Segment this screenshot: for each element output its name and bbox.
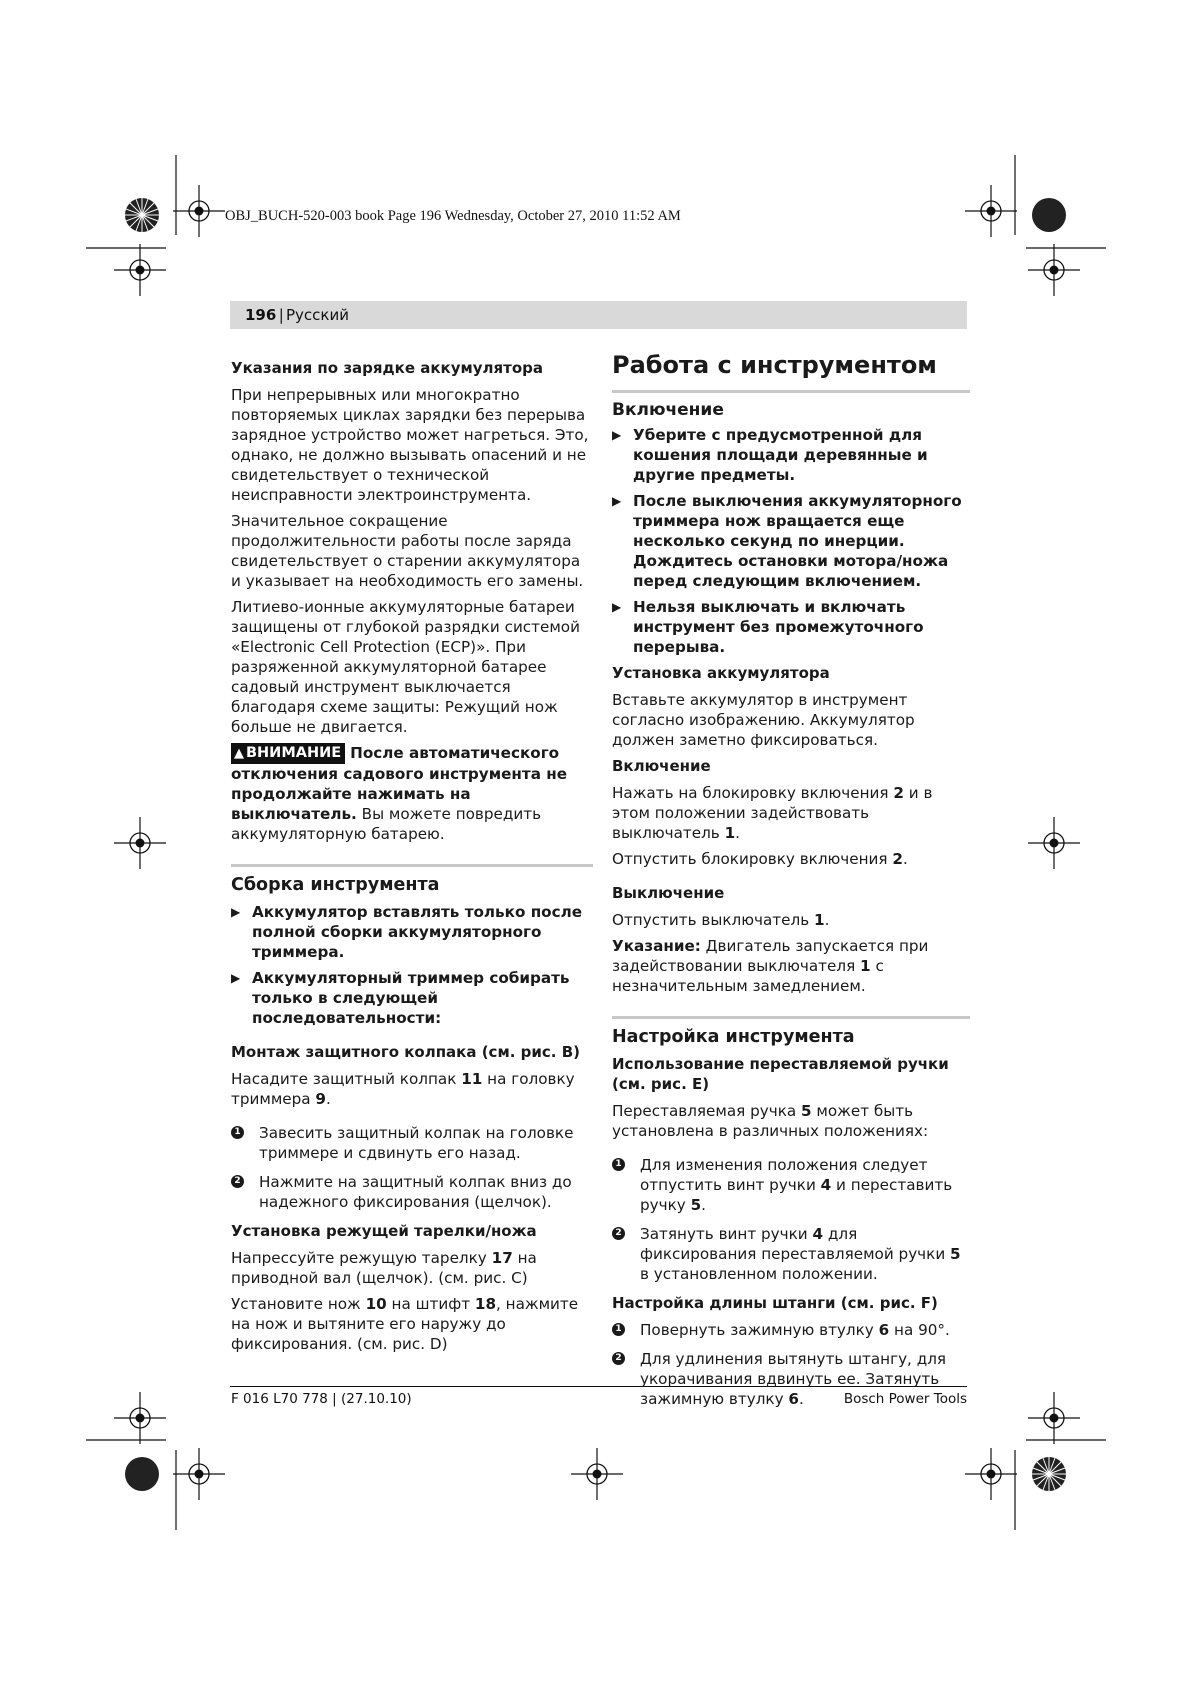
print-slug: OBJ_BUCH-520-003 book Page 196 Wednesday, October 27, 2010 11:52 AM [225, 208, 681, 224]
guard-heading: Монтаж защитного колпака (см. рис. B) [231, 1043, 580, 1061]
registration-cross-icon [173, 1448, 225, 1500]
registration-cross-icon [571, 1448, 623, 1500]
battery-paragraph: Вставьте аккумулятор в инструмент согласно изображению. Аккумулятор должен заметно фиксироваться. [612, 691, 915, 749]
warning-bold-text: После автоматического отключения садового инструмента не продолжайте нажимать на выключатель. [231, 744, 568, 823]
charging-paragraph: Литиево-ионные аккумуляторные батареи защищены от глубокой разрядки системой «Electronic Cell Protection (ECP)». При разряженной аккумуляторной батарее садовый инструмент выключается благодаря схеме защиты: Режущий нож больше не двигается. [231, 598, 580, 736]
left-column [231, 358, 593, 1360]
assembly-heading: Сборка инструмента [231, 864, 593, 896]
list-item: 1 Для изменения положения следует отпустить винт ручки 4 и переставить ручку 5. [612, 1155, 970, 1215]
header-separator: | [274, 306, 289, 324]
bullet-triangle-icon: ▶ [612, 600, 622, 614]
step-2-icon: 2 [612, 1227, 625, 1240]
footer-brand: Bosch Power Tools [843, 1391, 967, 1407]
bullet-triangle-icon: ▶ [612, 428, 622, 442]
list-item: 2 Для удлинения вытянуть штангу, для укорачивания вдвинуть ее. Затянуть зажимную втулку 6. [612, 1349, 970, 1409]
switch-on-heading: Включение [612, 757, 711, 775]
step-1-icon: 1 [612, 1158, 625, 1171]
bullet-triangle-icon: ▶ [231, 971, 241, 985]
battery-heading: Установка аккумулятора [612, 664, 830, 682]
guard-paragraph: Насадите защитный колпак 11 на головку триммера 9. [231, 1070, 575, 1108]
registration-cross-icon [114, 1392, 166, 1444]
charging-paragraph: Значительное сокращение продолжительности работы после заряда свидетельствует о старении аккумулятора и указывает на необходимость его замены. [231, 512, 584, 590]
registration-cross-icon [114, 817, 166, 869]
list-item: 1 Повернуть зажимную втулку 6 на 90°. [612, 1320, 970, 1340]
registration-cross-icon [965, 1448, 1017, 1500]
switch-off-heading: Выключение [612, 884, 725, 902]
step-2-icon: 2 [231, 1175, 244, 1188]
registration-dot-icon [1032, 198, 1066, 232]
page-header [230, 301, 967, 329]
disc-paragraph: Напрессуйте режущую тарелку 17 на приводной вал (щелчок). (см. рис. C) [231, 1249, 537, 1287]
list-item: ▶ Аккумулятор вставлять только после полной сборки аккумуляторного триммера. [231, 903, 583, 961]
charging-paragraph: При непрерывных или многократно повторяемых циклах зарядки без перерыва зарядное устройство может нагреться. Это, однако, не должно вызывать опасений и не свидетельствует о технической неисправности электроинструмента. [231, 386, 589, 504]
warning-badge [231, 743, 345, 764]
registration-star-icon [125, 198, 159, 232]
registration-cross-icon [173, 185, 225, 237]
registration-dot-icon [125, 1457, 159, 1491]
disc-heading: Установка режущей тарелки/ножа [231, 1222, 537, 1240]
disc-paragraph: Установите нож 10 на штифт 18, нажмите на нож и вытяните его наружу до фиксирования. (см. рис. D) [231, 1295, 579, 1353]
footer-rule [230, 1386, 967, 1387]
registration-cross-icon [965, 185, 1017, 237]
list-item: ▶ Нельзя выключать и включать инструмент без промежуточного перерыва. [612, 598, 924, 656]
step-1-icon: 1 [612, 1323, 625, 1336]
switch-on-paragraph: Нажать на блокировку включения 2 и в этом положении задействовать выключатель 1. [612, 784, 933, 842]
right-column [612, 350, 970, 1418]
adjust-heading: Настройка инструмента [612, 1016, 970, 1048]
page-number: 196 [245, 306, 277, 324]
shaft-heading: Настройка длины штанги (см. рис. F) [612, 1294, 938, 1312]
registration-cross-icon [1028, 1392, 1080, 1444]
header-language: Русский [286, 306, 349, 324]
handle-paragraph: Переставляемая ручка 5 может быть установлена в различных положениях: [612, 1102, 929, 1140]
warning-label: ВНИМАНИЕ [246, 745, 342, 761]
note-paragraph: Указание: Двигатель запускается при задействовании выключателя 1 с незначительным замедлением. [612, 937, 929, 995]
registration-star-icon [1032, 1457, 1066, 1491]
step-2-icon: 2 [612, 1352, 625, 1365]
list-item: 2 Затянуть винт ручки 4 для фиксирования переставляемой ручки 5 в установленном положении. [612, 1224, 970, 1284]
list-item: 2 Нажмите на защитный колпак вниз до надежного фиксирования (щелчок). [231, 1172, 593, 1212]
warning-text: Вы можете повредить аккумуляторную батарею. [231, 805, 542, 843]
switch-off-paragraph: Отпустить выключатель 1. [612, 911, 830, 929]
list-item: ▶ Аккумуляторный триммер собирать только в следующей последовательности: [231, 969, 570, 1027]
registration-cross-icon [114, 244, 166, 296]
list-item: 1 Завесить защитный колпак на головке триммере и сдвинуть его назад. [231, 1123, 593, 1163]
step-1-icon: 1 [231, 1126, 244, 1139]
registration-cross-icon [1028, 244, 1080, 296]
warning-block [231, 743, 593, 844]
on-heading: Включение [612, 400, 724, 420]
main-heading: Работа с инструментом [612, 350, 970, 393]
bullet-triangle-icon: ▶ [231, 905, 241, 919]
warning-triangle-icon: ▲ [234, 746, 244, 761]
list-item: ▶ Уберите с предусмотренной для кошения площади деревянные и другие предметы. [612, 426, 928, 484]
registration-cross-icon [1028, 817, 1080, 869]
footer-doc-id: F 016 L70 778 | (27.10.10) [231, 1391, 412, 1407]
handle-heading: Использование переставляемой ручки (см. рис. E) [612, 1055, 949, 1093]
bullet-triangle-icon: ▶ [612, 494, 622, 508]
switch-on-paragraph: Отпустить блокировку включения 2. [612, 850, 908, 868]
charging-heading: Указания по зарядке аккумулятора [231, 359, 543, 377]
list-item: ▶ После выключения аккумуляторного триммера нож вращается еще несколько секунд по инерции. Дождитесь остановки мотора/ножа перед следующим включением. [612, 492, 962, 590]
